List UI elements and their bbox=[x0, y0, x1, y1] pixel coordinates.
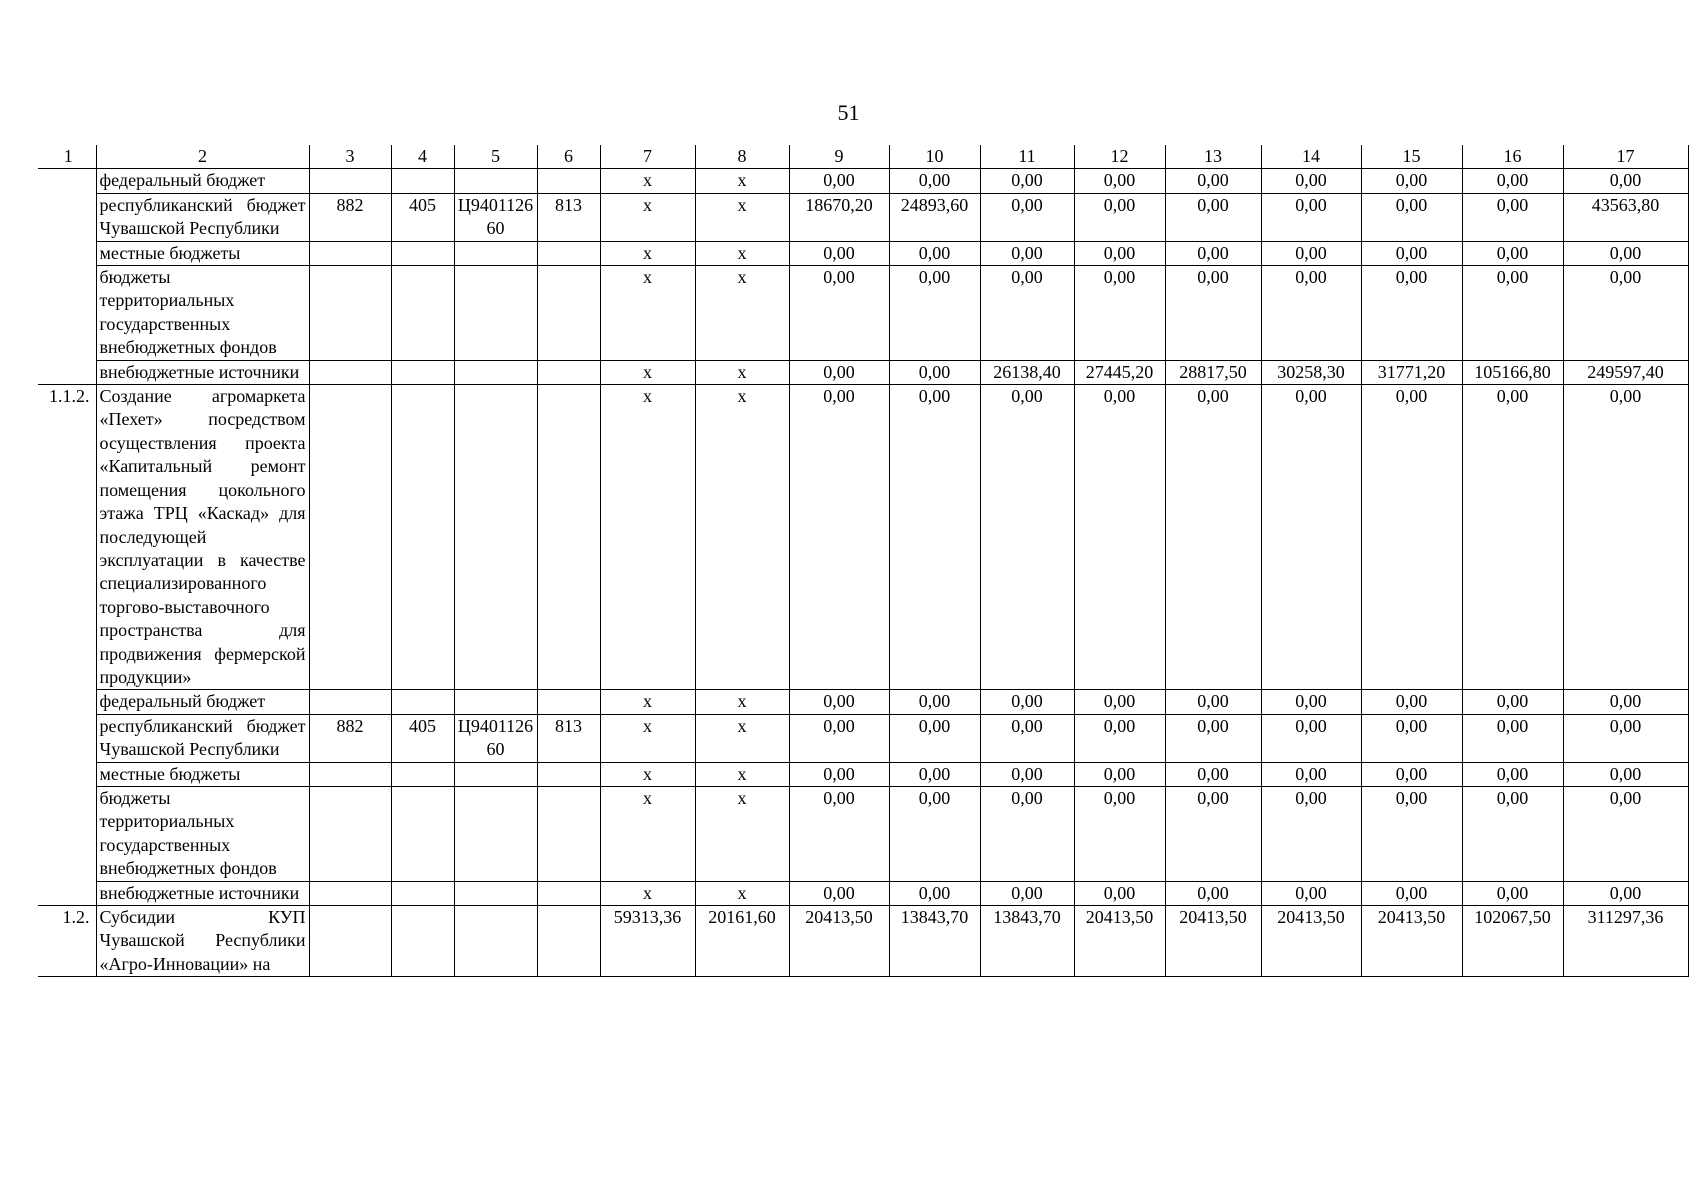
col-3-cell bbox=[309, 881, 391, 905]
table-row bbox=[38, 241, 1688, 265]
col-7-cell: x bbox=[600, 762, 695, 786]
value-cell-col-15: 0,00 bbox=[1361, 714, 1462, 762]
col-4-cell bbox=[391, 881, 454, 905]
col-3-cell bbox=[309, 786, 391, 881]
value-cell-col-14: 0,00 bbox=[1261, 786, 1361, 881]
value-cell-col-16: 105166,80 bbox=[1462, 360, 1563, 384]
value-cell-col-15: 20413,50 bbox=[1361, 906, 1462, 977]
col-8-cell: x bbox=[695, 762, 789, 786]
col-5-cell bbox=[454, 385, 537, 690]
col-5-cell: Ц940112660 bbox=[454, 193, 537, 241]
col-4-cell bbox=[391, 385, 454, 690]
value-cell-col-16: 0,00 bbox=[1462, 266, 1563, 361]
budget-table bbox=[38, 145, 1689, 977]
table-row bbox=[38, 385, 1688, 690]
value-cell-col-13: 28817,50 bbox=[1165, 360, 1261, 384]
table-row bbox=[38, 169, 1688, 193]
col-3-cell bbox=[309, 385, 391, 690]
value-cell-col-13: 0,00 bbox=[1165, 193, 1261, 241]
value-cell-col-16: 0,00 bbox=[1462, 762, 1563, 786]
header-cell-8: 8 bbox=[695, 145, 789, 169]
col-8-cell: x bbox=[695, 360, 789, 384]
col-8-cell: 20161,60 bbox=[695, 906, 789, 977]
row-name-cell: бюджеты территориальных государственных внебюджетных фондов bbox=[96, 786, 309, 881]
row-name-cell: федеральный бюджет bbox=[96, 690, 309, 714]
row-name-cell: внебюджетные источники bbox=[96, 360, 309, 384]
value-cell-col-13: 0,00 bbox=[1165, 881, 1261, 905]
col-6-cell: 813 bbox=[537, 714, 600, 762]
value-cell-col-9: 20413,50 bbox=[789, 906, 889, 977]
col-7-cell: x bbox=[600, 360, 695, 384]
value-cell-col-14: 0,00 bbox=[1261, 690, 1361, 714]
col-7-cell: x bbox=[600, 266, 695, 361]
value-cell-col-15: 0,00 bbox=[1361, 169, 1462, 193]
value-cell-col-17: 311297,36 bbox=[1563, 906, 1688, 977]
value-cell-col-9: 18670,20 bbox=[789, 193, 889, 241]
col-6-cell: 813 bbox=[537, 193, 600, 241]
value-cell-col-13: 0,00 bbox=[1165, 690, 1261, 714]
value-cell-col-9: 0,00 bbox=[789, 881, 889, 905]
row-number-cell bbox=[38, 241, 96, 265]
value-cell-col-14: 30258,30 bbox=[1261, 360, 1361, 384]
value-cell-col-10: 0,00 bbox=[889, 241, 980, 265]
header-cell-5: 5 bbox=[454, 145, 537, 169]
value-cell-col-10: 0,00 bbox=[889, 690, 980, 714]
col-7-cell: x bbox=[600, 241, 695, 265]
value-cell-col-15: 0,00 bbox=[1361, 762, 1462, 786]
col-5-cell: Ц940112660 bbox=[454, 714, 537, 762]
col-3-cell bbox=[309, 906, 391, 977]
value-cell-col-10: 0,00 bbox=[889, 360, 980, 384]
header-cell-4: 4 bbox=[391, 145, 454, 169]
value-cell-col-17: 0,00 bbox=[1563, 169, 1688, 193]
col-6-cell bbox=[537, 241, 600, 265]
col-3-cell bbox=[309, 241, 391, 265]
value-cell-col-12: 27445,20 bbox=[1074, 360, 1165, 384]
row-number-cell: 1.1.2. bbox=[38, 385, 96, 690]
table-row bbox=[38, 690, 1688, 714]
row-number-cell bbox=[38, 360, 96, 384]
value-cell-col-12: 0,00 bbox=[1074, 786, 1165, 881]
col-6-cell bbox=[537, 690, 600, 714]
value-cell-col-13: 0,00 bbox=[1165, 786, 1261, 881]
value-cell-col-12: 0,00 bbox=[1074, 762, 1165, 786]
col-4-cell bbox=[391, 786, 454, 881]
value-cell-col-13: 0,00 bbox=[1165, 169, 1261, 193]
value-cell-col-12: 0,00 bbox=[1074, 385, 1165, 690]
col-3-cell bbox=[309, 762, 391, 786]
row-number-cell bbox=[38, 786, 96, 881]
header-cell-17: 17 bbox=[1563, 145, 1688, 169]
col-3-cell bbox=[309, 266, 391, 361]
value-cell-col-10: 0,00 bbox=[889, 385, 980, 690]
value-cell-col-17: 0,00 bbox=[1563, 714, 1688, 762]
col-5-cell bbox=[454, 786, 537, 881]
value-cell-col-13: 20413,50 bbox=[1165, 906, 1261, 977]
value-cell-col-16: 0,00 bbox=[1462, 786, 1563, 881]
col-5-cell bbox=[454, 762, 537, 786]
value-cell-col-14: 0,00 bbox=[1261, 169, 1361, 193]
col-8-cell: x bbox=[695, 169, 789, 193]
col-7-cell: x bbox=[600, 690, 695, 714]
col-7-cell: x bbox=[600, 193, 695, 241]
table-header-row bbox=[38, 145, 1688, 169]
col-4-cell: 405 bbox=[391, 714, 454, 762]
table-row bbox=[38, 786, 1688, 881]
col-5-cell bbox=[454, 360, 537, 384]
col-6-cell bbox=[537, 385, 600, 690]
header-cell-2: 2 bbox=[96, 145, 309, 169]
value-cell-col-15: 0,00 bbox=[1361, 266, 1462, 361]
value-cell-col-14: 0,00 bbox=[1261, 385, 1361, 690]
value-cell-col-10: 0,00 bbox=[889, 881, 980, 905]
value-cell-col-11: 0,00 bbox=[980, 169, 1074, 193]
value-cell-col-17: 0,00 bbox=[1563, 762, 1688, 786]
value-cell-col-9: 0,00 bbox=[789, 714, 889, 762]
value-cell-col-14: 0,00 bbox=[1261, 193, 1361, 241]
value-cell-col-15: 0,00 bbox=[1361, 690, 1462, 714]
value-cell-col-9: 0,00 bbox=[789, 762, 889, 786]
row-number-cell bbox=[38, 690, 96, 714]
value-cell-col-13: 0,00 bbox=[1165, 266, 1261, 361]
col-4-cell bbox=[391, 690, 454, 714]
value-cell-col-9: 0,00 bbox=[789, 786, 889, 881]
col-5-cell bbox=[454, 169, 537, 193]
col-3-cell bbox=[309, 690, 391, 714]
page-number: 51 bbox=[837, 100, 860, 125]
value-cell-col-14: 0,00 bbox=[1261, 762, 1361, 786]
col-6-cell bbox=[537, 360, 600, 384]
row-name-cell: бюджеты территориальных государственных внебюджетных фондов bbox=[96, 266, 309, 361]
value-cell-col-12: 20413,50 bbox=[1074, 906, 1165, 977]
value-cell-col-9: 0,00 bbox=[789, 266, 889, 361]
value-cell-col-12: 0,00 bbox=[1074, 169, 1165, 193]
row-name-cell: республиканский бюджет Чувашской Республики bbox=[96, 714, 309, 762]
col-7-cell: x bbox=[600, 714, 695, 762]
row-name-cell: внебюджетные источники bbox=[96, 881, 309, 905]
value-cell-col-15: 0,00 bbox=[1361, 786, 1462, 881]
col-7-cell: x bbox=[600, 169, 695, 193]
col-8-cell: x bbox=[695, 241, 789, 265]
col-3-cell: 882 bbox=[309, 193, 391, 241]
value-cell-col-9: 0,00 bbox=[789, 360, 889, 384]
col-8-cell: x bbox=[695, 385, 789, 690]
header-cell-14: 14 bbox=[1261, 145, 1361, 169]
value-cell-col-16: 0,00 bbox=[1462, 690, 1563, 714]
value-cell-col-17: 0,00 bbox=[1563, 881, 1688, 905]
value-cell-col-13: 0,00 bbox=[1165, 385, 1261, 690]
value-cell-col-11: 0,00 bbox=[980, 714, 1074, 762]
value-cell-col-9: 0,00 bbox=[789, 241, 889, 265]
col-5-cell bbox=[454, 266, 537, 361]
col-4-cell bbox=[391, 241, 454, 265]
table-row bbox=[38, 193, 1688, 241]
value-cell-col-12: 0,00 bbox=[1074, 881, 1165, 905]
row-number-cell bbox=[38, 714, 96, 762]
col-6-cell bbox=[537, 169, 600, 193]
row-name-cell: местные бюджеты bbox=[96, 762, 309, 786]
col-4-cell bbox=[391, 169, 454, 193]
value-cell-col-11: 0,00 bbox=[980, 385, 1074, 690]
value-cell-col-10: 0,00 bbox=[889, 786, 980, 881]
col-5-cell bbox=[454, 906, 537, 977]
value-cell-col-10: 24893,60 bbox=[889, 193, 980, 241]
header-cell-16: 16 bbox=[1462, 145, 1563, 169]
value-cell-col-16: 0,00 bbox=[1462, 241, 1563, 265]
col-6-cell bbox=[537, 906, 600, 977]
col-8-cell: x bbox=[695, 193, 789, 241]
value-cell-col-15: 0,00 bbox=[1361, 193, 1462, 241]
value-cell-col-11: 0,00 bbox=[980, 762, 1074, 786]
col-4-cell bbox=[391, 266, 454, 361]
row-number-cell bbox=[38, 762, 96, 786]
row-name-cell: республиканский бюджет Чувашской Республики bbox=[96, 193, 309, 241]
col-5-cell bbox=[454, 241, 537, 265]
header-cell-9: 9 bbox=[789, 145, 889, 169]
row-number-cell bbox=[38, 193, 96, 241]
col-6-cell bbox=[537, 266, 600, 361]
table-row bbox=[38, 360, 1688, 384]
value-cell-col-17: 0,00 bbox=[1563, 385, 1688, 690]
col-4-cell bbox=[391, 762, 454, 786]
col-4-cell bbox=[391, 906, 454, 977]
header-cell-10: 10 bbox=[889, 145, 980, 169]
value-cell-col-13: 0,00 bbox=[1165, 762, 1261, 786]
value-cell-col-9: 0,00 bbox=[789, 169, 889, 193]
value-cell-col-14: 0,00 bbox=[1261, 881, 1361, 905]
value-cell-col-12: 0,00 bbox=[1074, 193, 1165, 241]
header-cell-12: 12 bbox=[1074, 145, 1165, 169]
header-cell-6: 6 bbox=[537, 145, 600, 169]
col-3-cell bbox=[309, 360, 391, 384]
value-cell-col-15: 0,00 bbox=[1361, 241, 1462, 265]
col-8-cell: x bbox=[695, 786, 789, 881]
col-7-cell: x bbox=[600, 385, 695, 690]
value-cell-col-10: 0,00 bbox=[889, 169, 980, 193]
col-7-cell: x bbox=[600, 881, 695, 905]
header-cell-7: 7 bbox=[600, 145, 695, 169]
col-5-cell bbox=[454, 881, 537, 905]
value-cell-col-17: 0,00 bbox=[1563, 786, 1688, 881]
header-cell-11: 11 bbox=[980, 145, 1074, 169]
col-3-cell bbox=[309, 169, 391, 193]
value-cell-col-16: 0,00 bbox=[1462, 169, 1563, 193]
value-cell-col-15: 31771,20 bbox=[1361, 360, 1462, 384]
value-cell-col-15: 0,00 bbox=[1361, 385, 1462, 690]
col-4-cell bbox=[391, 360, 454, 384]
col-5-cell bbox=[454, 690, 537, 714]
value-cell-col-11: 0,00 bbox=[980, 193, 1074, 241]
table-row bbox=[38, 762, 1688, 786]
value-cell-col-16: 102067,50 bbox=[1462, 906, 1563, 977]
value-cell-col-16: 0,00 bbox=[1462, 193, 1563, 241]
value-cell-col-12: 0,00 bbox=[1074, 690, 1165, 714]
row-name-cell: местные бюджеты bbox=[96, 241, 309, 265]
row-number-cell bbox=[38, 881, 96, 905]
col-3-cell: 882 bbox=[309, 714, 391, 762]
value-cell-col-14: 20413,50 bbox=[1261, 906, 1361, 977]
header-cell-13: 13 bbox=[1165, 145, 1261, 169]
value-cell-col-15: 0,00 bbox=[1361, 881, 1462, 905]
header-cell-15: 15 bbox=[1361, 145, 1462, 169]
value-cell-col-16: 0,00 bbox=[1462, 714, 1563, 762]
value-cell-col-11: 0,00 bbox=[980, 241, 1074, 265]
col-7-cell: x bbox=[600, 786, 695, 881]
value-cell-col-12: 0,00 bbox=[1074, 241, 1165, 265]
value-cell-col-14: 0,00 bbox=[1261, 714, 1361, 762]
col-6-cell bbox=[537, 762, 600, 786]
value-cell-col-12: 0,00 bbox=[1074, 714, 1165, 762]
table-row bbox=[38, 266, 1688, 361]
header-cell-1: 1 bbox=[38, 145, 96, 169]
value-cell-col-10: 0,00 bbox=[889, 762, 980, 786]
value-cell-col-16: 0,00 bbox=[1462, 881, 1563, 905]
value-cell-col-17: 0,00 bbox=[1563, 241, 1688, 265]
value-cell-col-14: 0,00 bbox=[1261, 241, 1361, 265]
col-7-cell: 59313,36 bbox=[600, 906, 695, 977]
col-6-cell bbox=[537, 881, 600, 905]
col-6-cell bbox=[537, 786, 600, 881]
value-cell-col-11: 26138,40 bbox=[980, 360, 1074, 384]
value-cell-col-11: 0,00 bbox=[980, 786, 1074, 881]
value-cell-col-11: 0,00 bbox=[980, 881, 1074, 905]
value-cell-col-12: 0,00 bbox=[1074, 266, 1165, 361]
value-cell-col-17: 249597,40 bbox=[1563, 360, 1688, 384]
row-name-cell: федеральный бюджет bbox=[96, 169, 309, 193]
header-cell-3: 3 bbox=[309, 145, 391, 169]
table-row bbox=[38, 714, 1688, 762]
value-cell-col-17: 43563,80 bbox=[1563, 193, 1688, 241]
value-cell-col-11: 13843,70 bbox=[980, 906, 1074, 977]
col-8-cell: x bbox=[695, 714, 789, 762]
value-cell-col-10: 13843,70 bbox=[889, 906, 980, 977]
col-8-cell: x bbox=[695, 690, 789, 714]
table-row bbox=[38, 881, 1688, 905]
row-number-cell: 1.2. bbox=[38, 906, 96, 977]
row-name-cell: Создание агромаркета «Пехет» посредством осуществления проекта «Капитальный ремонт помещения цокольного этажа ТРЦ «Каскад» для последующей эксплуатации в качестве специализированного торгово-выставочного пространства для продвижения фермерской продукции» bbox=[96, 385, 309, 690]
value-cell-col-11: 0,00 bbox=[980, 266, 1074, 361]
value-cell-col-9: 0,00 bbox=[789, 385, 889, 690]
value-cell-col-9: 0,00 bbox=[789, 690, 889, 714]
value-cell-col-10: 0,00 bbox=[889, 266, 980, 361]
row-number-cell bbox=[38, 266, 96, 361]
col-8-cell: x bbox=[695, 266, 789, 361]
value-cell-col-10: 0,00 bbox=[889, 714, 980, 762]
value-cell-col-16: 0,00 bbox=[1462, 385, 1563, 690]
row-number-cell bbox=[38, 169, 96, 193]
row-name-cell: Субсидии КУП Чувашской Республики «Агро-Инновации» на bbox=[96, 906, 309, 977]
value-cell-col-13: 0,00 bbox=[1165, 714, 1261, 762]
col-4-cell: 405 bbox=[391, 193, 454, 241]
col-8-cell: x bbox=[695, 881, 789, 905]
value-cell-col-14: 0,00 bbox=[1261, 266, 1361, 361]
value-cell-col-13: 0,00 bbox=[1165, 241, 1261, 265]
table-row bbox=[38, 906, 1688, 977]
value-cell-col-11: 0,00 bbox=[980, 690, 1074, 714]
value-cell-col-17: 0,00 bbox=[1563, 690, 1688, 714]
value-cell-col-17: 0,00 bbox=[1563, 266, 1688, 361]
